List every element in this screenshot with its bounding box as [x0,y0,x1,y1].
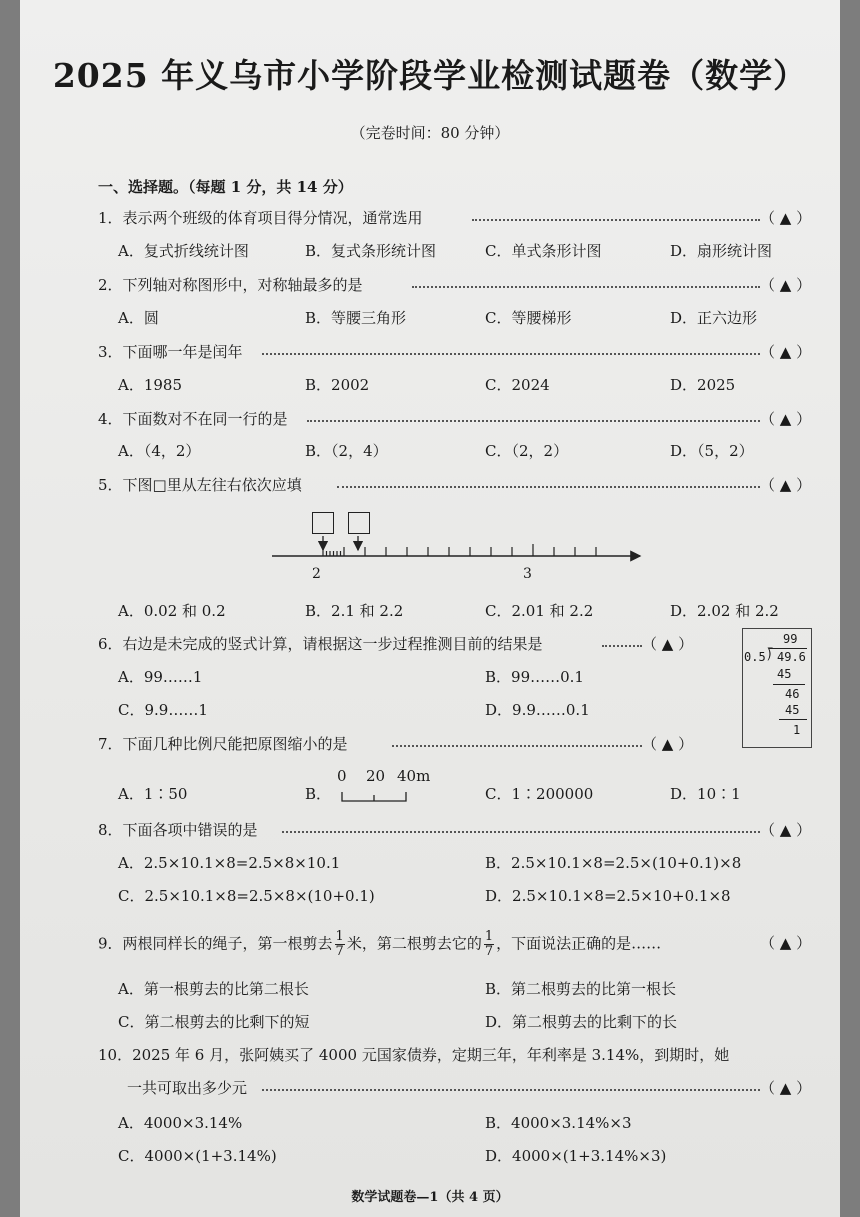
q5-option-a: A．0.02 和 0.2 [118,602,226,620]
section-heading: 一、选择题。（每题 1 分，共 14 分） [98,178,353,196]
answer-blank-4: （ ▲ ） [760,410,812,428]
answer-blank-6: （ ▲ ） [642,635,694,653]
answer-blank-5: （ ▲ ） [760,476,812,494]
q6-option-c: C．9.9……1 [118,701,208,719]
number-line-ticks [323,544,596,556]
scale-tick-0: 0 [337,767,347,785]
page-title: 2025 年义乌市小学阶段学业检测试题卷（数学） [52,56,808,95]
page-footer: 数学试题卷—1（共 4 页） [351,1190,509,1205]
question-9 [98,930,661,959]
leader-dots [602,645,642,647]
leader-dots [282,831,760,833]
q8-option-c: C．2.5×10.1×8=2.5×8×(10+0.1) [118,887,375,905]
exam-paper [20,0,840,1217]
q7-option-b: B． [305,785,332,803]
number-line-label-3: 3 [523,566,532,582]
answer-blank-8: （ ▲ ） [760,821,812,839]
q9-text-b: 米，第二根剪去它的 [346,934,482,953]
answer-blank-3: （ ▲ ） [760,343,812,361]
q4-option-b: B．（2，4） [305,442,388,460]
q3-option-b: B．2002 [305,376,370,394]
question-1: 1．表示两个班级的体育项目得分情况，通常选用 [98,209,423,227]
leader-dots [392,745,642,747]
answer-blank-9: （ ▲ ） [760,934,812,952]
q10-option-a: A．4000×3.14% [118,1114,243,1132]
q1-option-c: C．单式条形计图 [485,242,602,260]
long-division-box [742,628,812,748]
q1-option-b: B．复式条形统计图 [305,242,437,260]
division-divisor: 0.5 [744,650,766,664]
q10-option-c: C．4000×(1+3.14%) [118,1147,277,1165]
q2-option-c: C．等腰梯形 [485,309,572,327]
question-2: 2．下列轴对称图形中，对称轴最多的是 [98,276,363,294]
division-step-3: 45 [785,703,800,717]
q10-option-b: B．4000×3.14%×3 [485,1114,632,1132]
q1-option-a: A．复式折线统计图 [118,242,249,260]
division-dividend: 49.6 [777,650,806,664]
q7-option-c: C．1∶200000 [485,785,594,803]
question-7: 7．下面几种比例尺能把原图缩小的是 [98,735,348,753]
scale-tick-40m: 40m [397,767,431,785]
q2-option-a: A．圆 [118,309,159,327]
time-limit: （完卷时间：80 分钟） [350,124,510,142]
q5-option-c: C．2.01 和 2.2 [485,602,594,620]
division-quotient: 99 [783,632,798,646]
q9-option-d: D．第二根剪去的比剩下的长 [485,1013,678,1031]
q9-option-b: B．第二根剪去的比第一根长 [485,980,677,998]
q1-option-d: D．扇形统计图 [670,242,773,260]
q6-option-d: D．9.9……0.1 [485,701,590,719]
division-bar [769,648,807,649]
answer-blank-10: （ ▲ ） [760,1079,812,1097]
q9-option-c: C．第二根剪去的比剩下的短 [118,1013,310,1031]
division-line [773,684,805,685]
answer-blank-7: （ ▲ ） [642,735,694,753]
q4-option-c: C．（2，2） [485,442,569,460]
q8-option-d: D．2.5×10.1×8=2.5×10+0.1×8 [485,887,731,905]
q4-option-d: D．（5，2） [670,442,754,460]
q9-text-c: ，下面说法正确的是…… [496,934,662,953]
question-4: 4．下面数对不在同一行的是 [98,410,288,428]
leader-dots [472,219,760,221]
q7-option-a: A．1∶50 [118,785,188,803]
fraction-one-seventh: $\frac{1}{7}$ [484,929,494,959]
division-bracket: ⟌ [767,648,773,664]
question-8: 8．下面各项中错误的是 [98,821,258,839]
question-3: 3．下面哪一年是闰年 [98,343,243,361]
q3-option-a: A．1985 [118,376,183,394]
q5-option-b: B．2.1 和 2.2 [305,602,404,620]
division-step-1: 45 [777,667,792,681]
q7-option-d: D．10∶1 [670,785,741,803]
number-line-label-2: 2 [312,566,321,582]
q3-option-c: C．2024 [485,376,550,394]
q6-option-a: A．99……1 [118,668,203,686]
leader-dots [412,286,760,288]
q2-option-b: B．等腰三角形 [305,309,407,327]
scale-bar [338,790,412,804]
q9-option-a: A．第一根剪去的比第二根长 [118,980,309,998]
q6-option-b: B．99……0.1 [485,668,584,686]
question-10-line-2: 一共可取出多少元 [127,1079,248,1097]
q5-option-d: D．2.02 和 2.2 [670,602,779,620]
q9-text-a: 9．两根同样长的绳子，第一根剪去 [98,934,333,953]
leader-dots [262,353,760,355]
leader-dots [337,486,760,488]
q8-option-a: A．2.5×10.1×8=2.5×8×10.1 [118,854,341,872]
number-line [260,530,650,570]
division-line [779,719,807,720]
answer-blank-1: （ ▲ ） [760,209,812,227]
division-step-2: 46 [785,687,800,701]
q8-option-b: B．2.5×10.1×8=2.5×(10+0.1)×8 [485,854,742,872]
q2-option-d: D．正六边形 [670,309,758,327]
fraction-one-seventh: $\frac{1}{7}$ [335,929,344,959]
q3-option-d: D．2025 [670,376,736,394]
question-10: 10．2025 年 6 月，张阿姨买了 4000 元国家债券，定期三年，年利率是 3.14%，到期时，她 [98,1046,730,1064]
answer-blank-2: （ ▲ ） [760,276,812,294]
scale-tick-20: 20 [366,767,386,785]
question-5: 5．下图□里从左往右依次应填 [98,476,302,494]
q10-option-d: D．4000×(1+3.14%×3) [485,1147,667,1165]
question-6: 6．右边是未完成的竖式计算，请根据这一步过程推测目前的结果是 [98,635,543,653]
q4-option-a: A．（4，2） [118,442,201,460]
division-remainder: 1 [793,723,801,737]
leader-dots [307,420,760,422]
leader-dots [262,1089,760,1091]
